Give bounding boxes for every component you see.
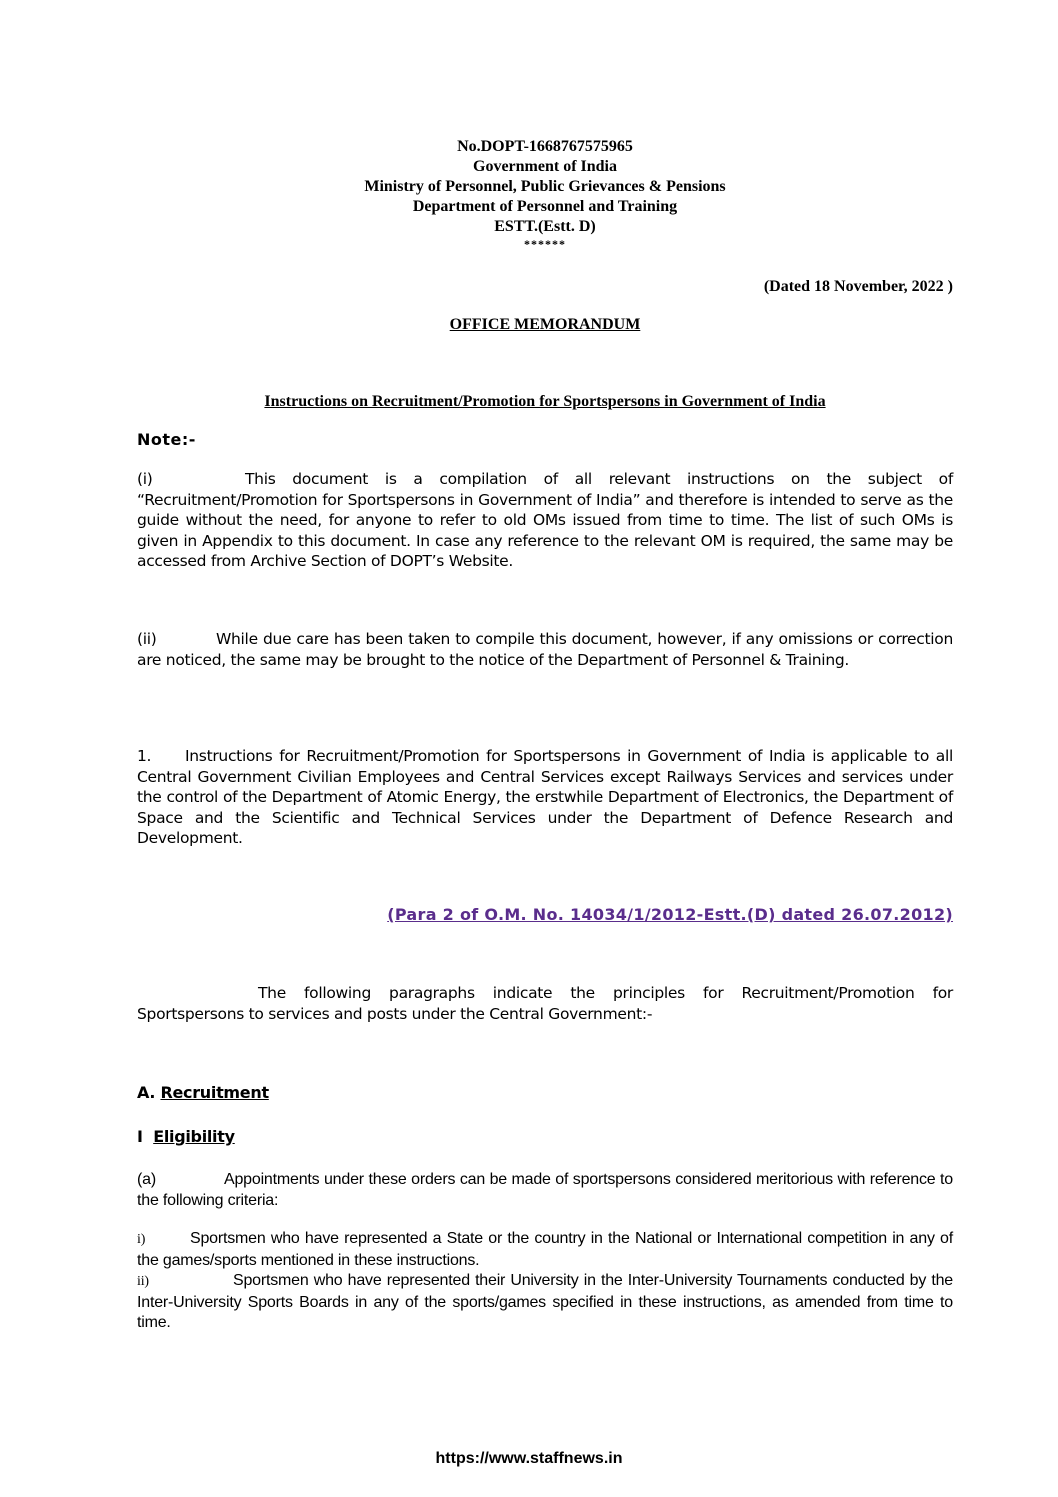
subject: Instructions on Recruitment/Promotion for Sportspersons in Government of India [264,393,826,410]
para-text: Instructions for Recruitment/Promotion for Sportspersons in Government of India is applicable to all Central Government Civilian Employees and Central Services except Railways Services and services under the control of the Department of Atomic Energy, the erstwhile Department of Electronics, the Department of Space and the Scientific and Technical Services under the Department of Defence Research and Development. [137,747,953,848]
memo-title: OFFICE MEMORANDUM [449,316,641,333]
header-block [0,137,1058,251]
para-label: 1. [137,747,152,765]
note-ii [137,629,953,670]
ministry: Ministry of Personnel, Public Grievances & Pensions [364,178,726,195]
government: Government of India [473,158,617,175]
section-prefix: A. [137,1083,156,1102]
criterion-label: i) [137,1232,146,1247]
para-text: Appointments under these orders can be made of sportspersons considered meritorious with reference to the following criteria: [137,1171,953,1209]
department: Department of Personnel and Training [412,198,678,215]
note-heading: Note:- [137,430,196,449]
note-label: (i) [137,470,153,488]
note-label: (ii) [137,630,157,648]
para-a [137,1170,953,1211]
note-text: This document is a compilation of all relevant instructions on the subject of “Recruitment/Promotion for Sportspersons in Government of India” and therefore is intended to serve as the guide without the need, for anyone to refer to old OMs issued from time to time. The list of such OMs is given in Appendix to this document. In case any reference to the relevant OM is required, the same may be accessed from Archive Section of DOPT’s Website. [137,470,953,571]
footer-url[interactable]: https://www.staffnews.in [435,1450,623,1467]
section: ESTT.(Estt. D) [494,218,596,235]
criterion-ii [137,1271,953,1334]
intro-paragraph: The following paragraphs indicate the principles for Recruitment/Promotion for Sportspersons to services and posts under the Central Government:- [137,984,953,1023]
note-text: While due care has been taken to compile this document, however, if any omissions or correction are noticed, the same may be brought to the notice of the Department of Personnel & Training. [137,630,953,669]
stars-divider: ****** [524,237,566,251]
para-1 [137,746,953,849]
section-a-heading [137,1083,953,1104]
section-i-heading [137,1127,953,1148]
section-title: Recruitment [160,1083,269,1102]
date: (Dated 18 November, 2022 ) [763,278,953,295]
criterion-label: ii) [137,1274,149,1289]
section-prefix: I [137,1127,143,1146]
document-number: No.DOPT-1668767575965 [457,138,633,155]
reference-link[interactable]: (Para 2 of O.M. No. 14034/1/2012-Estt.(D) dated 26.07.2012) [387,905,953,924]
note-i [137,469,953,572]
criterion-text: Sportsmen who have represented their University in the Inter-University Tournaments conducted by the Inter-University Sports Boards in any of the sports/games specified in these instructions, as amended from time to time. [137,1272,953,1332]
criterion-text: Sportsmen who have represented a State or the country in the National or International competition in any of the games/sports mentioned in these instructions. [137,1230,953,1269]
para-label: (a) [137,1171,156,1188]
criterion-i [137,1229,953,1271]
section-title: Eligibility [153,1127,235,1146]
